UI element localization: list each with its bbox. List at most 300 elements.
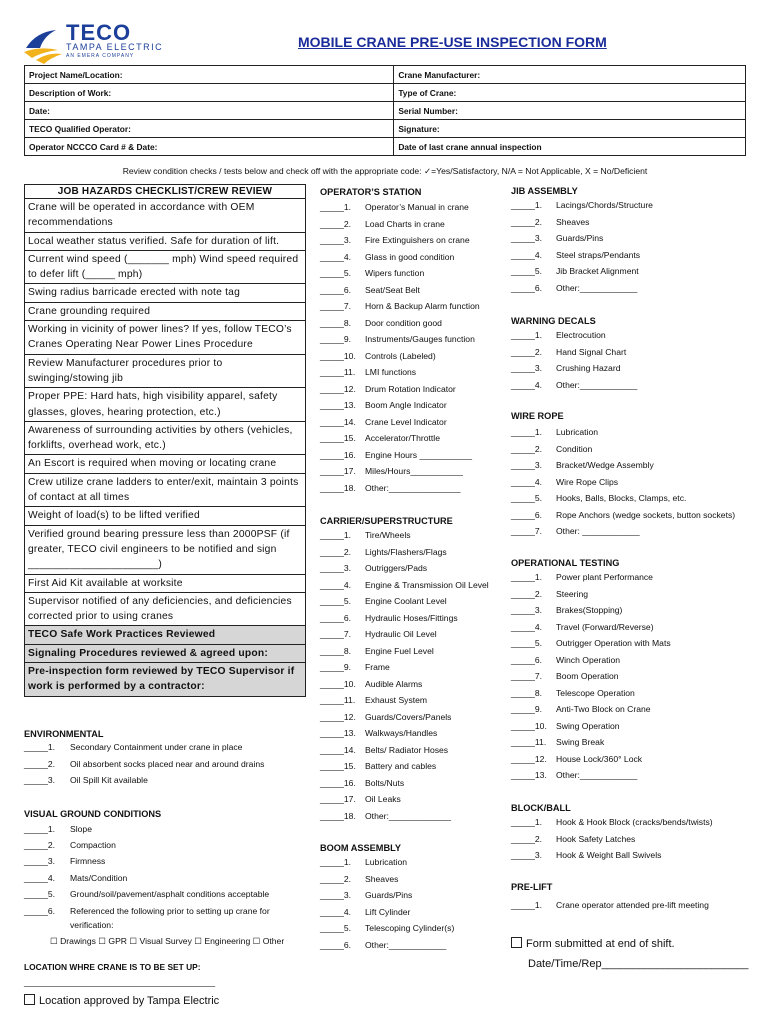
item-text: Engine Fuel Level	[365, 645, 434, 656]
check-blank[interactable]: _____	[320, 678, 344, 689]
item-text: Frame	[365, 662, 390, 672]
header-right-field[interactable]: Date of last crane annual inspection	[394, 138, 746, 156]
header-row	[25, 66, 746, 84]
hazard-row: Signaling Procedures reviewed & agreed upon:	[25, 645, 305, 663]
item-number: 2.	[343, 873, 352, 884]
check-blank[interactable]: _____	[320, 939, 344, 950]
check-blank[interactable]: _____	[320, 711, 344, 722]
item-text: Drum Rotation Indicator	[365, 383, 456, 394]
check-blank[interactable]: _____	[511, 330, 535, 340]
check-blank[interactable]: _____	[24, 824, 48, 834]
item-text: Operator’s Manual in crane	[365, 202, 469, 212]
check-blank[interactable]: _____	[320, 301, 344, 311]
item-number: 13.	[343, 728, 356, 738]
hazard-row: Verified ground bearing pressure less than 2000PSF (if greater, TECO civil engineers to be notified and sign ______________________)	[25, 526, 305, 575]
check-blank[interactable]: _____	[511, 200, 535, 210]
check-blank[interactable]: _____	[320, 662, 344, 672]
item-text: Hydraulic Oil Level	[365, 629, 437, 639]
item-number: 1.	[47, 824, 56, 834]
check-blank[interactable]: _____	[511, 216, 535, 227]
item-number: 3.	[534, 233, 543, 243]
header-left-field[interactable]: TECO Qualified Operator:	[25, 120, 394, 138]
operators-station-heading: OPERATOR’S STATION	[320, 187, 422, 197]
check-blank[interactable]: _____	[511, 900, 535, 910]
item-number: 5.	[534, 266, 543, 276]
check-blank[interactable]: _____	[511, 588, 535, 599]
item-number: 1.	[343, 530, 352, 540]
item-text: Wire Rope Clips	[556, 476, 619, 487]
check-blank[interactable]: _____	[320, 563, 344, 573]
jib-assembly-item	[511, 282, 638, 293]
block-ball-heading: BLOCK/BALL	[511, 803, 571, 813]
operators-station-item	[320, 400, 447, 410]
item-number: 18.	[343, 810, 356, 821]
operators-station-item	[320, 334, 475, 344]
item-number: 9.	[343, 334, 352, 344]
item-text: LMI functions	[365, 367, 417, 377]
item-text: Travel (Forward/Reverse)	[556, 621, 654, 632]
logo-subtitle: TAMPA ELECTRIC	[66, 42, 164, 52]
check-blank[interactable]: _____	[320, 546, 344, 557]
item-text: Anti-Two Block on Crane	[556, 704, 651, 714]
item-text: Steel straps/Pendants	[556, 249, 641, 260]
item-text: verification:	[70, 920, 114, 930]
carrier-superstructure-item	[320, 546, 447, 557]
check-blank[interactable]: _____	[511, 753, 535, 764]
block-ball-item	[511, 850, 662, 860]
check-blank[interactable]: _____	[511, 671, 535, 681]
check-blank[interactable]: _____	[320, 744, 344, 755]
check-blank[interactable]: _____	[320, 482, 344, 493]
check-blank[interactable]: _____	[511, 460, 535, 470]
location-line[interactable]: ________________________________________	[24, 977, 216, 987]
item-number: 12.	[343, 711, 356, 722]
check-blank[interactable]: _____	[511, 346, 535, 357]
item-text: Oil Leaks	[365, 794, 401, 804]
check-blank[interactable]: _____	[24, 840, 48, 850]
check-blank[interactable]: _____	[511, 509, 535, 520]
logo-brand: TECO	[66, 20, 132, 45]
check-blank[interactable]: _____	[320, 334, 344, 344]
jib-assembly-item	[511, 233, 604, 243]
jib-assembly-item	[511, 216, 590, 227]
item-number: 8.	[343, 645, 352, 656]
item-number: 4.	[534, 379, 543, 390]
hazard-row: TECO Safe Work Practices Reviewed	[25, 626, 305, 644]
item-text: Lubrication	[556, 427, 599, 437]
item-number: 2.	[534, 216, 543, 227]
item-number: 1.	[534, 330, 543, 340]
header-left-field[interactable]: Description of Work:	[25, 84, 394, 102]
item-number: 11.	[343, 695, 356, 705]
item-text: Door condition good	[365, 317, 442, 328]
operators-station-item	[320, 416, 447, 427]
review-note: Review condition checks / tests below and check off with the appropriate code: ✓=Yes/Satisfactory, N/A = Not Applicable, X = No/Deficient	[122, 166, 648, 176]
check-blank[interactable]: _____	[320, 350, 344, 361]
item-text: Engine Hours ___________	[365, 449, 473, 460]
wire-rope-heading: WIRE ROPE	[511, 411, 564, 421]
item-number: 1.	[534, 427, 543, 437]
check-blank[interactable]: _____	[320, 906, 344, 917]
item-text: Compaction	[70, 840, 116, 850]
operators-station-item	[320, 383, 456, 394]
boom-assembly-item	[320, 906, 411, 917]
header-row	[25, 120, 746, 138]
check-blank[interactable]: _____	[511, 443, 535, 454]
item-number: 3.	[534, 850, 543, 860]
item-number: 17.	[343, 466, 356, 476]
check-blank[interactable]: _____	[511, 249, 535, 260]
jib-assembly-item	[511, 266, 639, 276]
item-number: 3.	[343, 235, 352, 245]
header-left-field[interactable]: Operator NCCCO Card # & Date:	[25, 138, 394, 156]
check-blank[interactable]: _____	[320, 923, 344, 933]
item-text: Ground/soil/pavement/asphalt conditions acceptable	[70, 889, 270, 899]
item-number: 16.	[343, 777, 356, 788]
item-number: 11.	[534, 737, 547, 747]
item-text: Lacings/Chords/Structure	[556, 200, 653, 210]
check-blank[interactable]: _____	[511, 621, 535, 632]
check-blank[interactable]: _____	[320, 317, 344, 328]
location-approved-label: Location approved by Tampa Electric	[39, 995, 220, 1007]
check-blank[interactable]: _____	[511, 476, 535, 487]
check-blank[interactable]: _____	[511, 833, 535, 844]
check-blank[interactable]: _____	[511, 266, 535, 276]
boom-assembly-item	[320, 857, 408, 867]
item-text: Power plant Performance	[556, 572, 653, 582]
hazard-row: Crew utilize crane ladders to enter/exit, maintain 3 points of contact at all times	[25, 474, 305, 508]
carrier-superstructure-item	[320, 794, 401, 804]
item-number: 1.	[343, 857, 352, 867]
check-blank[interactable]: _____	[511, 850, 535, 860]
form-submitted-checkbox[interactable]	[511, 937, 675, 950]
job-hazards-checklist	[24, 184, 306, 697]
item-text: Swing Break	[556, 737, 605, 747]
check-blank[interactable]: _____	[320, 596, 344, 606]
item-number: 6.	[343, 612, 352, 623]
item-text: Hooks, Balls, Blocks, Clamps, etc.	[556, 493, 687, 503]
check-blank[interactable]: _____	[320, 579, 344, 590]
check-blank[interactable]: _____	[320, 857, 344, 867]
hazard-row: Local weather status verified. Safe for duration of lift.	[25, 233, 305, 251]
item-number: 1.	[534, 817, 543, 827]
operational-testing-item	[511, 687, 635, 698]
operators-station-item	[320, 433, 440, 443]
item-number: 15.	[343, 761, 356, 771]
operational-testing-item	[511, 572, 653, 582]
item-text: Engine & Transmission Oil Level	[365, 579, 489, 590]
item-number: 3.	[47, 856, 56, 866]
check-blank[interactable]: _____	[24, 758, 48, 769]
item-text: Slope	[70, 824, 92, 834]
item-number: 3.	[534, 605, 543, 615]
wire-rope-item	[511, 476, 619, 487]
operators-station-item	[320, 350, 436, 361]
hazard-row: Working in vicinity of power lines? If yes, follow TECO’s Cranes Operating Near Power Lines Procedure	[25, 321, 305, 355]
check-blank[interactable]: _____	[511, 720, 535, 731]
item-text: Guards/Pins	[365, 890, 413, 900]
check-blank[interactable]: _____	[24, 906, 48, 916]
operators-station-item	[320, 251, 455, 262]
warning-decals-item	[511, 379, 638, 390]
item-number: 4.	[534, 476, 543, 487]
location-approved-checkbox[interactable]	[24, 994, 219, 1007]
carrier-superstructure-item	[320, 810, 452, 821]
item-text: Boom Angle Indicator	[365, 400, 447, 410]
item-text: Rope Anchors (wedge sockets, button sockets)	[556, 509, 736, 520]
item-text: Telescope Operation	[556, 687, 635, 698]
operators-station-item	[320, 466, 463, 476]
visual-ground-heading: VISUAL GROUND CONDITIONS	[24, 809, 162, 819]
item-text: Referenced the following prior to setting up crane for	[70, 906, 270, 916]
check-blank[interactable]: _____	[320, 890, 344, 900]
item-text: Sheaves	[556, 216, 590, 227]
check-blank[interactable]: _____	[511, 687, 535, 698]
item-number: 6.	[534, 282, 543, 293]
check-blank[interactable]: _____	[320, 251, 344, 262]
header-row	[25, 102, 746, 120]
check-blank[interactable]: _____	[511, 638, 535, 648]
operational-testing-item	[511, 654, 621, 665]
item-number: 2.	[534, 346, 543, 357]
check-blank[interactable]: _____	[320, 383, 344, 394]
item-text: Other:____________	[556, 282, 638, 293]
header-right-field[interactable]: Signature:	[394, 120, 746, 138]
item-number: 13.	[534, 770, 547, 780]
item-number: 5.	[534, 638, 543, 648]
item-text: Guards/Covers/Panels	[365, 711, 452, 722]
check-blank[interactable]: _____	[24, 873, 48, 883]
check-blank[interactable]: _____	[320, 530, 344, 540]
header-table	[24, 65, 746, 156]
jib-assembly-heading: JIB ASSEMBLY	[511, 186, 578, 196]
item-number: 3.	[534, 460, 543, 470]
item-text: Other:____________	[556, 770, 638, 780]
carrier-superstructure-heading: CARRIER/SUPERSTRUCTURE	[320, 516, 453, 526]
environmental-heading: ENVIRONMENTAL	[24, 729, 104, 739]
item-number: 16.	[343, 449, 356, 460]
item-number: 1.	[343, 202, 352, 212]
check-blank[interactable]: _____	[511, 737, 535, 747]
boom-assembly-item	[320, 939, 447, 950]
check-blank[interactable]: _____	[511, 526, 535, 536]
item-text: Brakes(Stopping)	[556, 605, 623, 615]
item-number: 14.	[343, 744, 356, 755]
item-text: Hand Signal Chart	[556, 346, 627, 357]
operators-station-item	[320, 284, 420, 295]
item-number: 2.	[343, 546, 352, 557]
item-number: 8.	[534, 687, 543, 698]
check-blank[interactable]: _____	[24, 856, 48, 866]
carrier-superstructure-item	[320, 579, 489, 590]
hazard-row: Proper PPE: Hard hats, high visibility apparel, safety glasses, gloves, hearing protection, etc.)	[25, 388, 305, 422]
check-blank[interactable]: _____	[320, 449, 344, 460]
hazard-row: Current wind speed (_______ mph) Wind speed required to defer lift (_____ mph)	[25, 251, 305, 285]
carrier-superstructure-item	[320, 645, 434, 656]
item-text: Other:_______________	[365, 482, 461, 493]
form-submitted-label: Form submitted at end of shift.	[526, 938, 675, 950]
carrier-superstructure-item	[320, 728, 438, 738]
item-number: 2.	[343, 218, 352, 229]
check-blank[interactable]: _____	[320, 645, 344, 656]
item-number: 1.	[534, 200, 543, 210]
header-right-field[interactable]: Crane Manufacturer:	[394, 66, 746, 84]
item-text: Horn & Backup Alarm function	[365, 301, 480, 311]
check-blank[interactable]: _____	[320, 612, 344, 623]
check-blank[interactable]: _____	[511, 817, 535, 827]
boom-assembly-item	[320, 873, 399, 884]
check-blank[interactable]: _____	[511, 493, 535, 503]
item-text: Miles/Hours___________	[365, 466, 463, 476]
check-blank[interactable]: _____	[511, 572, 535, 582]
block-ball-item	[511, 817, 713, 827]
hazard-row: Review Manufacturer procedures prior to swinging/stowing jib	[25, 355, 305, 389]
item-number: 15.	[343, 433, 356, 443]
check-blank[interactable]: _____	[24, 889, 48, 899]
item-text: Other: ____________	[556, 526, 640, 536]
item-number: 5.	[534, 493, 543, 503]
check-blank[interactable]: _____	[24, 742, 48, 752]
wire-rope-item	[511, 493, 687, 503]
check-blank[interactable]: _____	[511, 770, 535, 780]
item-number: 2.	[534, 588, 543, 599]
operational-testing-item	[511, 671, 619, 681]
item-number: 7.	[534, 526, 543, 536]
item-number: 11.	[343, 367, 356, 377]
check-blank[interactable]: _____	[320, 466, 344, 476]
header-row	[25, 84, 746, 102]
check-blank[interactable]: _____	[320, 284, 344, 295]
item-number: 10.	[534, 720, 547, 731]
check-blank[interactable]: _____	[511, 427, 535, 437]
item-text: Crushing Hazard	[556, 363, 621, 373]
item-text: Lift Cylinder	[365, 906, 411, 917]
item-number: 5.	[343, 596, 352, 606]
item-text: Walkways/Handles	[365, 728, 438, 738]
carrier-superstructure-item	[320, 563, 428, 573]
item-text: Lights/Flashers/Flags	[365, 546, 447, 557]
visual-ground-item	[24, 889, 270, 899]
operators-station-item	[320, 482, 461, 493]
carrier-superstructure-item	[320, 629, 437, 639]
check-blank[interactable]: _____	[511, 233, 535, 243]
check-blank[interactable]: _____	[511, 282, 535, 293]
check-blank[interactable]: _____	[320, 416, 344, 427]
check-blank[interactable]: _____	[511, 704, 535, 714]
header-right-field[interactable]: Serial Number:	[394, 102, 746, 120]
item-number: 10.	[343, 350, 356, 361]
item-number: 3.	[343, 890, 352, 900]
hazard-row: Pre-inspection form reviewed by TECO Supervisor if work is performed by a contractor:	[25, 663, 305, 696]
operators-station-item	[320, 449, 473, 460]
item-number: 4.	[47, 873, 56, 883]
item-number: 14.	[343, 416, 356, 427]
boom-assembly-item	[320, 890, 413, 900]
header-left-field[interactable]: Date:	[25, 102, 394, 120]
check-blank[interactable]: _____	[511, 654, 535, 665]
check-blank[interactable]: _____	[320, 777, 344, 788]
item-number: 12.	[343, 383, 356, 394]
jib-assembly-item	[511, 249, 641, 260]
operational-testing-item	[511, 704, 651, 714]
check-blank[interactable]: _____	[320, 810, 344, 821]
check-blank[interactable]: _____	[320, 400, 344, 410]
verification-options[interactable]: ☐ Drawings ☐ GPR ☐ Visual Survey ☐ Engineering ☐ Other	[50, 936, 285, 946]
carrier-superstructure-item	[320, 596, 447, 606]
check-blank[interactable]: _____	[511, 605, 535, 615]
check-blank[interactable]: _____	[320, 268, 344, 278]
item-number: 10.	[343, 678, 356, 689]
item-number: 4.	[343, 906, 352, 917]
header-left-field[interactable]: Project Name/Location:	[25, 66, 394, 84]
hazard-row: An Escort is required when moving or locating crane	[25, 455, 305, 473]
item-number: 9.	[343, 662, 352, 672]
check-blank[interactable]: _____	[320, 235, 344, 245]
item-text: Guards/Pins	[556, 233, 604, 243]
visual-ground-item	[24, 906, 270, 916]
check-blank[interactable]: _____	[320, 695, 344, 705]
item-number: 17.	[343, 794, 356, 804]
wire-rope-item	[511, 460, 654, 470]
header-right-field[interactable]: Type of Crane:	[394, 84, 746, 102]
check-blank[interactable]: _____	[320, 367, 344, 377]
operational-testing-item	[511, 753, 643, 764]
check-blank[interactable]: _____	[511, 363, 535, 373]
boom-assembly-item	[320, 923, 455, 933]
wire-rope-item	[511, 509, 736, 520]
visual-ground-item	[24, 873, 128, 883]
item-text: Crane operator attended pre-lift meeting	[556, 900, 709, 910]
item-number: 8.	[343, 317, 352, 328]
hazard-row: Swing radius barricade erected with note tag	[25, 284, 305, 302]
operators-station-item	[320, 268, 425, 278]
carrier-superstructure-item	[320, 662, 390, 672]
pre-lift-heading: PRE-LIFT	[511, 882, 553, 892]
item-text: Crane Level Indicator	[365, 416, 447, 427]
operational-testing-item	[511, 621, 654, 632]
item-number: 13.	[343, 400, 356, 410]
item-text: Sheaves	[365, 873, 399, 884]
check-blank[interactable]: _____	[320, 728, 344, 738]
item-text: Electrocution	[556, 330, 606, 340]
check-blank[interactable]: _____	[320, 794, 344, 804]
item-text: Winch Operation	[556, 654, 621, 665]
operational-testing-item	[511, 605, 623, 615]
item-text: Accelerator/Throttle	[365, 433, 440, 443]
check-blank[interactable]: _____	[511, 379, 535, 390]
item-text: Telescoping Cylinder(s)	[365, 923, 455, 933]
hazard-row: Crane grounding required	[25, 303, 305, 321]
item-text: Hook & Hook Block (cracks/bends/twists)	[556, 817, 713, 827]
check-blank[interactable]: _____	[320, 873, 344, 884]
check-blank[interactable]: _____	[320, 761, 344, 771]
check-blank[interactable]: _____	[320, 629, 344, 639]
item-text: Other:____________	[365, 939, 447, 950]
item-text: Glass in good condition	[365, 251, 455, 262]
carrier-superstructure-item	[320, 612, 458, 623]
item-number: 9.	[534, 704, 543, 714]
check-blank[interactable]: _____	[320, 202, 344, 212]
item-number: 7.	[343, 629, 352, 639]
item-text: Battery and cables	[365, 761, 437, 771]
operators-station-item	[320, 235, 470, 245]
submitted-date-line[interactable]: Date/Time/Rep________________________	[528, 958, 749, 970]
check-blank[interactable]: _____	[320, 433, 344, 443]
visual-ground-item	[24, 840, 116, 850]
check-blank[interactable]: _____	[320, 218, 344, 229]
carrier-superstructure-item	[320, 777, 405, 788]
check-blank[interactable]: _____	[24, 775, 48, 785]
